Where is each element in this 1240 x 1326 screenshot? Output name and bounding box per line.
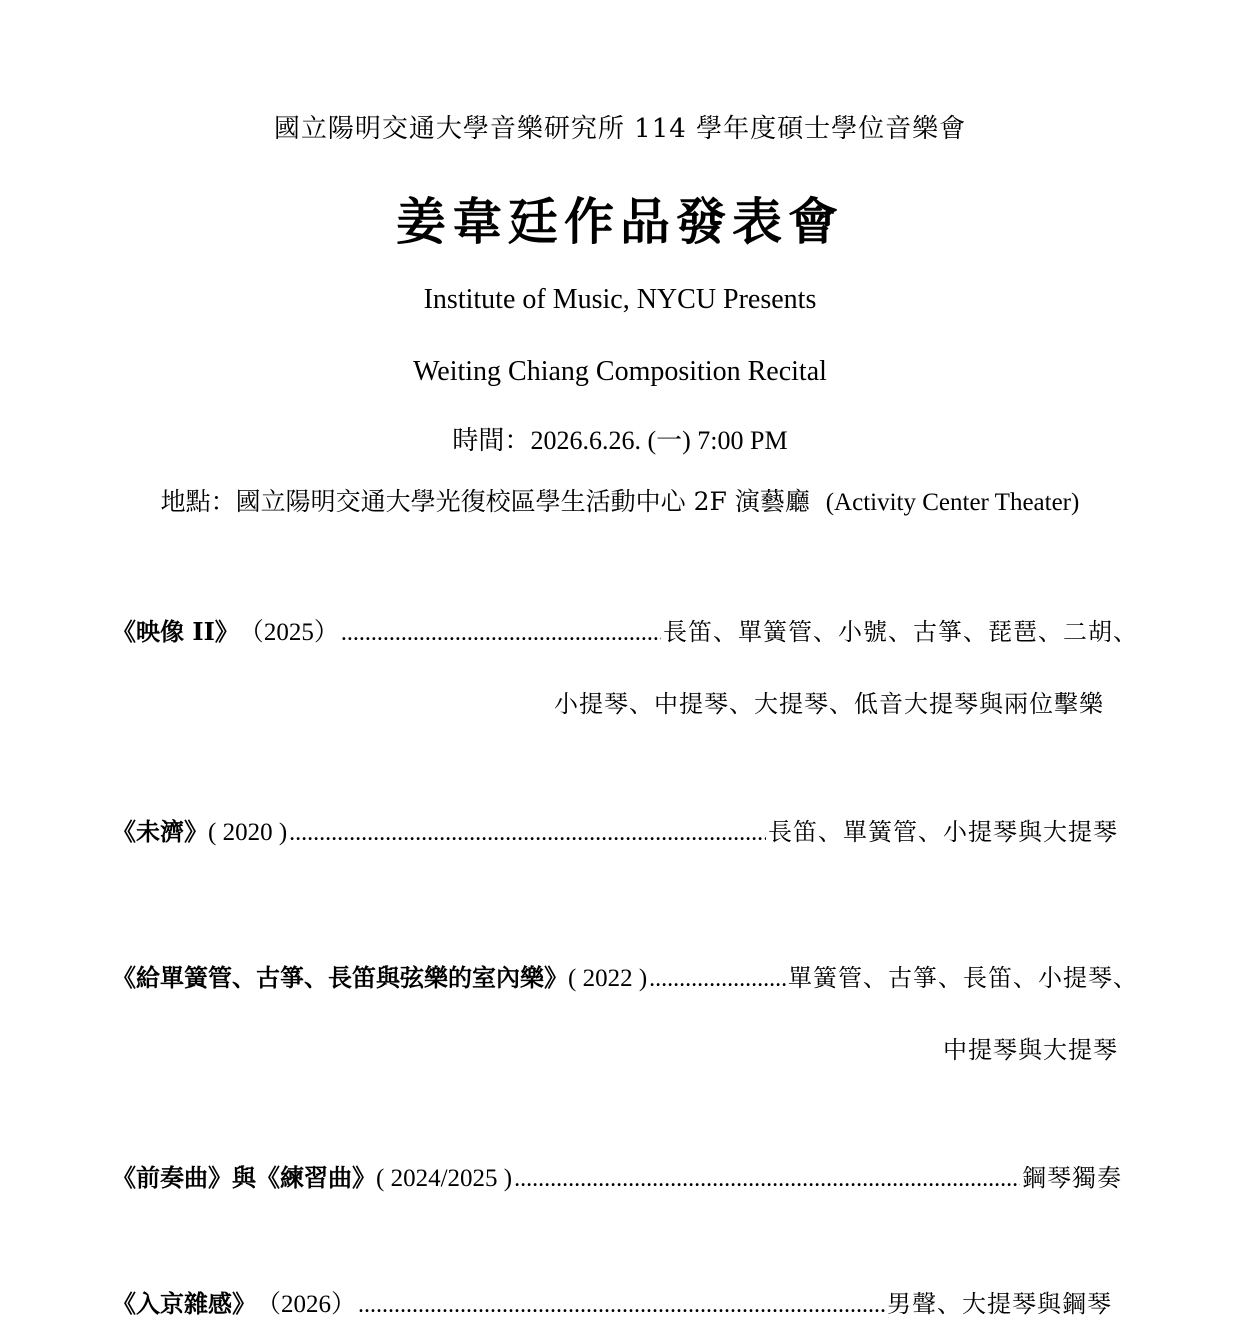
work-year: ( 2024/2025 ) [376, 1165, 513, 1192]
work-instrumentation-continued: 中提琴與大提琴 [943, 1036, 1118, 1064]
work-title: 《入京雜感》 [112, 1289, 256, 1318]
recital-title-english: Weiting Chiang Composition Recital [413, 356, 827, 387]
venue-line [0, 482, 1240, 518]
dot-leader [514, 1166, 1020, 1193]
time-line [0, 420, 1240, 457]
program-item [112, 1284, 1112, 1320]
work-year: （2026） [256, 1291, 357, 1318]
work-year: ( 2020 ) [208, 819, 288, 846]
dot-leader [341, 620, 661, 647]
work-instrumentation: 長笛、單簧管、小提琴與大提琴 [768, 818, 1118, 846]
presenter-line: Institute of Music, NYCU Presents [423, 284, 817, 315]
work-title: 《給單簧管、古箏、長笛與弦樂的室內樂》 [112, 963, 568, 992]
dot-leader [289, 820, 766, 847]
venue-value: 國立陽明交通大學光復校區學生活動中心 2F 演藝廳 [235, 487, 810, 516]
concert-series-subtitle: 國立陽明交通大學音樂研究所 114 學年度碩士學位音樂會 [273, 114, 967, 144]
program-item [112, 812, 1118, 847]
work-instrumentation: 鋼琴獨奏 [1022, 1164, 1122, 1192]
venue-english: (Activity Center Theater) [825, 489, 1080, 516]
program-item [112, 1158, 1122, 1193]
work-instrumentation: 單簧管、古箏、長笛、小提琴、 [788, 964, 1138, 992]
work-title: 《前奏曲》與《練習曲》 [112, 1163, 376, 1192]
program-item [112, 612, 1138, 648]
work-title: 《映像 II》 [112, 617, 239, 646]
work-year: （2025） [238, 619, 339, 646]
time-value: 2026.6.26. (一) 7:00 PM [530, 426, 788, 455]
work-instrumentation: 男聲、大提琴與鋼琴 [887, 1290, 1112, 1318]
program-item [112, 958, 1138, 993]
work-instrumentation: 長笛、單簧管、小號、古箏、琵琶、二胡、 [663, 618, 1138, 646]
dot-leader [649, 966, 786, 993]
time-label: 時間： [452, 426, 531, 456]
venue-label: 地點： [160, 487, 236, 516]
work-instrumentation-continued: 小提琴、中提琴、大提琴、低音大提琴與兩位擊樂 [554, 690, 1104, 718]
dot-leader [358, 1292, 885, 1319]
work-title: 《未濟》 [112, 817, 208, 846]
work-year: ( 2022 ) [568, 965, 648, 992]
page-title: 姜韋廷作品發表會 [396, 192, 844, 251]
